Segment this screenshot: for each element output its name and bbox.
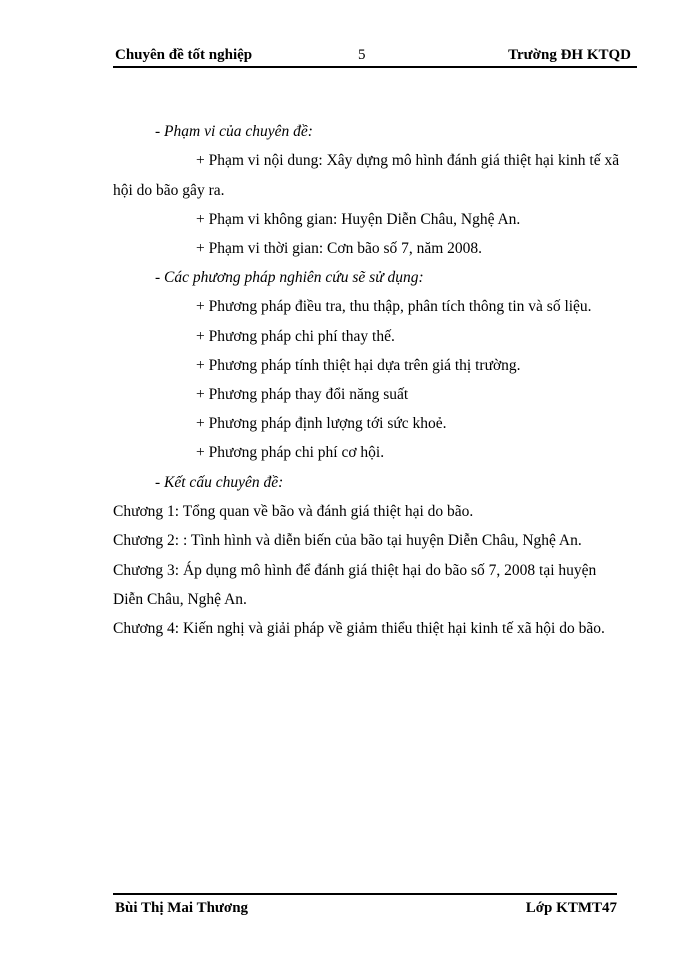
scope-content-line-2: hội do bão gây ra. (113, 182, 225, 199)
method-item: + Phương pháp định lượng tới sức khoẻ. (196, 415, 447, 432)
footer-author: Bùi Thị Mai Thương (115, 900, 249, 916)
method-item: + Phương pháp thay đổi năng suất (196, 386, 409, 403)
page-footer (113, 898, 617, 922)
page-header (113, 44, 637, 68)
footer-rule (113, 893, 617, 895)
chapter-line: Chương 1: Tổng quan về bão và đánh giá thiệt hại do bão. (113, 503, 474, 520)
page-number: 5 (358, 47, 366, 63)
structure-heading: - Kết cấu chuyên đề: (155, 474, 284, 491)
method-item: + Phương pháp tính thiệt hại dựa trên giá thị trường. (196, 357, 521, 374)
scope-content-line-1: + Phạm vi nội dung: Xây dựng mô hình đánh giá thiệt hại kinh tế xã (196, 152, 620, 169)
method-item: + Phương pháp điều tra, thu thập, phân tích thông tin và số liệu. (196, 298, 592, 315)
chapter-line: Chương 2: : Tình hình và diễn biến của bão tại huyện Diễn Châu, Nghệ An. (113, 532, 582, 549)
chapter-line: Diễn Châu, Nghệ An. (113, 591, 247, 608)
chapter-line: Chương 4: Kiến nghị và giải pháp về giảm thiểu thiệt hại kinh tế xã hội do bão. (113, 620, 605, 637)
header-university: Trường ĐH KTQD (508, 47, 631, 63)
scope-heading: - Phạm vi của chuyên đề: (155, 123, 313, 140)
footer-class: Lớp KTMT47 (525, 900, 617, 916)
header-title: Chuyên đề tốt nghiệp (115, 47, 253, 63)
scope-time: + Phạm vi thời gian: Cơn bão số 7, năm 2008. (196, 240, 483, 257)
scope-space: + Phạm vi không gian: Huyện Diễn Châu, Nghệ An. (196, 211, 521, 228)
methods-heading: - Các phương pháp nghiên cứu sẽ sử dụng: (155, 269, 424, 286)
method-item: + Phương pháp chi phí thay thế. (196, 328, 395, 345)
method-item: + Phương pháp chi phí cơ hội. (196, 444, 385, 461)
chapter-line: Chương 3: Áp dụng mô hình để đánh giá thiệt hại do bão số 7, 2008 tại huyện (113, 562, 597, 579)
header-rule (113, 66, 637, 68)
